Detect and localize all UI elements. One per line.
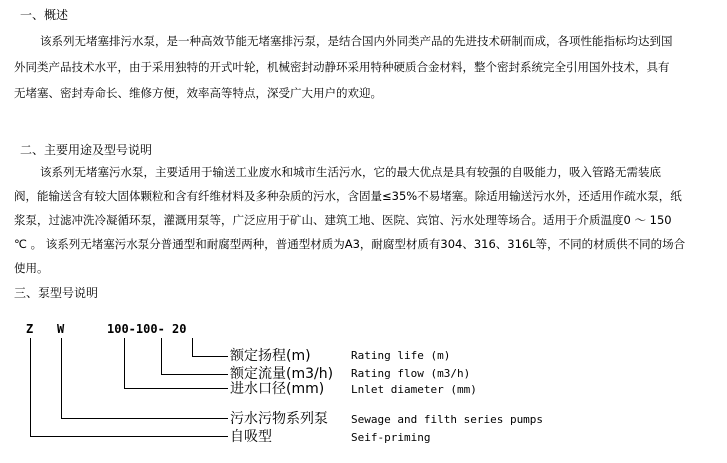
legend-cn-self-priming: 自吸型	[230, 429, 272, 445]
section-2-line-2: 阀，能输送含有较大固体颗粒和含有纤维材料及多种杂质的污水，含固量≤35%不易堵塞。除适用输送污水外，还适用作疏水泵，纸	[14, 189, 682, 203]
section-1-line-1: 该系列无堵塞排污水泵，是一种高效节能无堵塞排污泵，是结合国内外同类产品的先进技术研制而成，各项性能指标均达到国	[40, 34, 673, 48]
connector-rating-head	[193, 338, 229, 357]
legend-cn-series-pumps: 污水污物系列泵	[230, 411, 328, 427]
legend-cn-inlet-diameter: 进水口径(mm)	[230, 381, 325, 397]
model-code-w: W	[57, 322, 65, 336]
legend-en-rating-head: Rating life (m)	[351, 349, 451, 362]
model-code-z: Z	[26, 322, 34, 336]
section-2-line-5: 使用。	[14, 261, 49, 275]
legend-en-inlet-diameter: Lnlet diameter (mm)	[351, 383, 477, 396]
section-2-line-4: ℃ 。 该系列无堵塞污水泵分普通型和耐腐型两种，普通型材质为A3，耐腐型材质有304、316、316L等，不同的材质供不同的场合	[14, 237, 686, 251]
section-2-line-3: 浆泵，过滤冲洗冷凝循环泵，灌溉用泵等，广泛应用于矿山、建筑工地、医院、宾馆、污水处理等场合。适用于介质温度0 ～ 150	[14, 213, 672, 227]
legend-en-rating-flow: Rating flow (m3/h)	[351, 367, 471, 380]
section-2-heading: 二、主要用途及型号说明	[20, 143, 153, 157]
connector-self-priming	[31, 338, 229, 437]
legend-cn-rating-head: 额定扬程(m)	[230, 348, 311, 364]
section-3-heading: 三、泵型号说明	[14, 286, 99, 300]
legend-cn-rating-flow: 额定流量(m3/h)	[230, 366, 334, 382]
section-1-line-2: 外同类产品技术水平，由于采用独特的开式叶轮，机械密封动静环采用特种硬质合金材料，整个密封系统完全引用国外技术，具有	[14, 60, 670, 74]
section-1-heading: 一、概述	[20, 8, 69, 22]
connector-series-pumps	[62, 338, 229, 419]
legend-en-self-priming: Seif-priming	[351, 431, 431, 444]
section-2-line-1: 该系列无堵塞污水泵，主要适用于输送工业废水和城市生活污水，它的最大优点是具有较强的自吸能力，吸入管路无需装底	[40, 165, 661, 179]
legend-en-series-pumps: Sewage and filth series pumps	[351, 413, 544, 426]
connector-inlet-diameter	[125, 338, 229, 389]
model-code-numbers: 100-100- 20	[107, 322, 187, 336]
section-1-line-3: 无堵塞、密封寿命长、维修方便，效率高等特点，深受广大用户的欢迎。	[14, 86, 382, 100]
